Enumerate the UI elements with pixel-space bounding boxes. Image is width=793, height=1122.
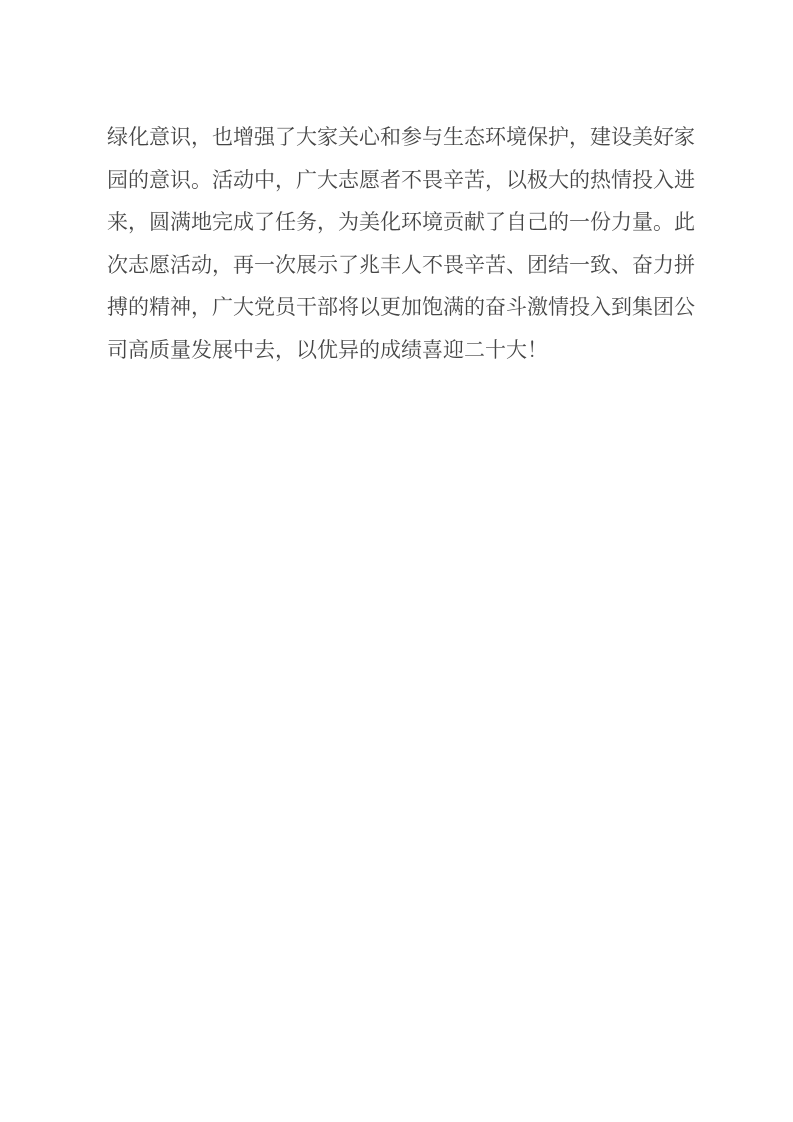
paragraph-line: 绿化意识，也增强了大家关心和参与生态环境保护，建设美好家 <box>107 125 695 149</box>
paragraph-line: 来，圆满地完成了任务，为美化环境贡献了自己的一份力量。此 <box>107 210 695 234</box>
paragraph-line: 次志愿活动，再一次展示了兆丰人不畏辛苦、团结一致、奋力拼 <box>107 252 695 277</box>
paragraph-block <box>107 116 697 371</box>
paragraph-line: 搏的精神，广大党员干部将以更加饱满的奋斗激情投入到集团公 <box>107 295 695 319</box>
paragraph-line: 园的意识。活动中，广大志愿者不畏辛苦，以极大的热情投入进 <box>107 167 695 192</box>
paragraph-line-last: 司高质量发展中去，以优异的成绩喜迎二十大！ <box>107 337 548 362</box>
